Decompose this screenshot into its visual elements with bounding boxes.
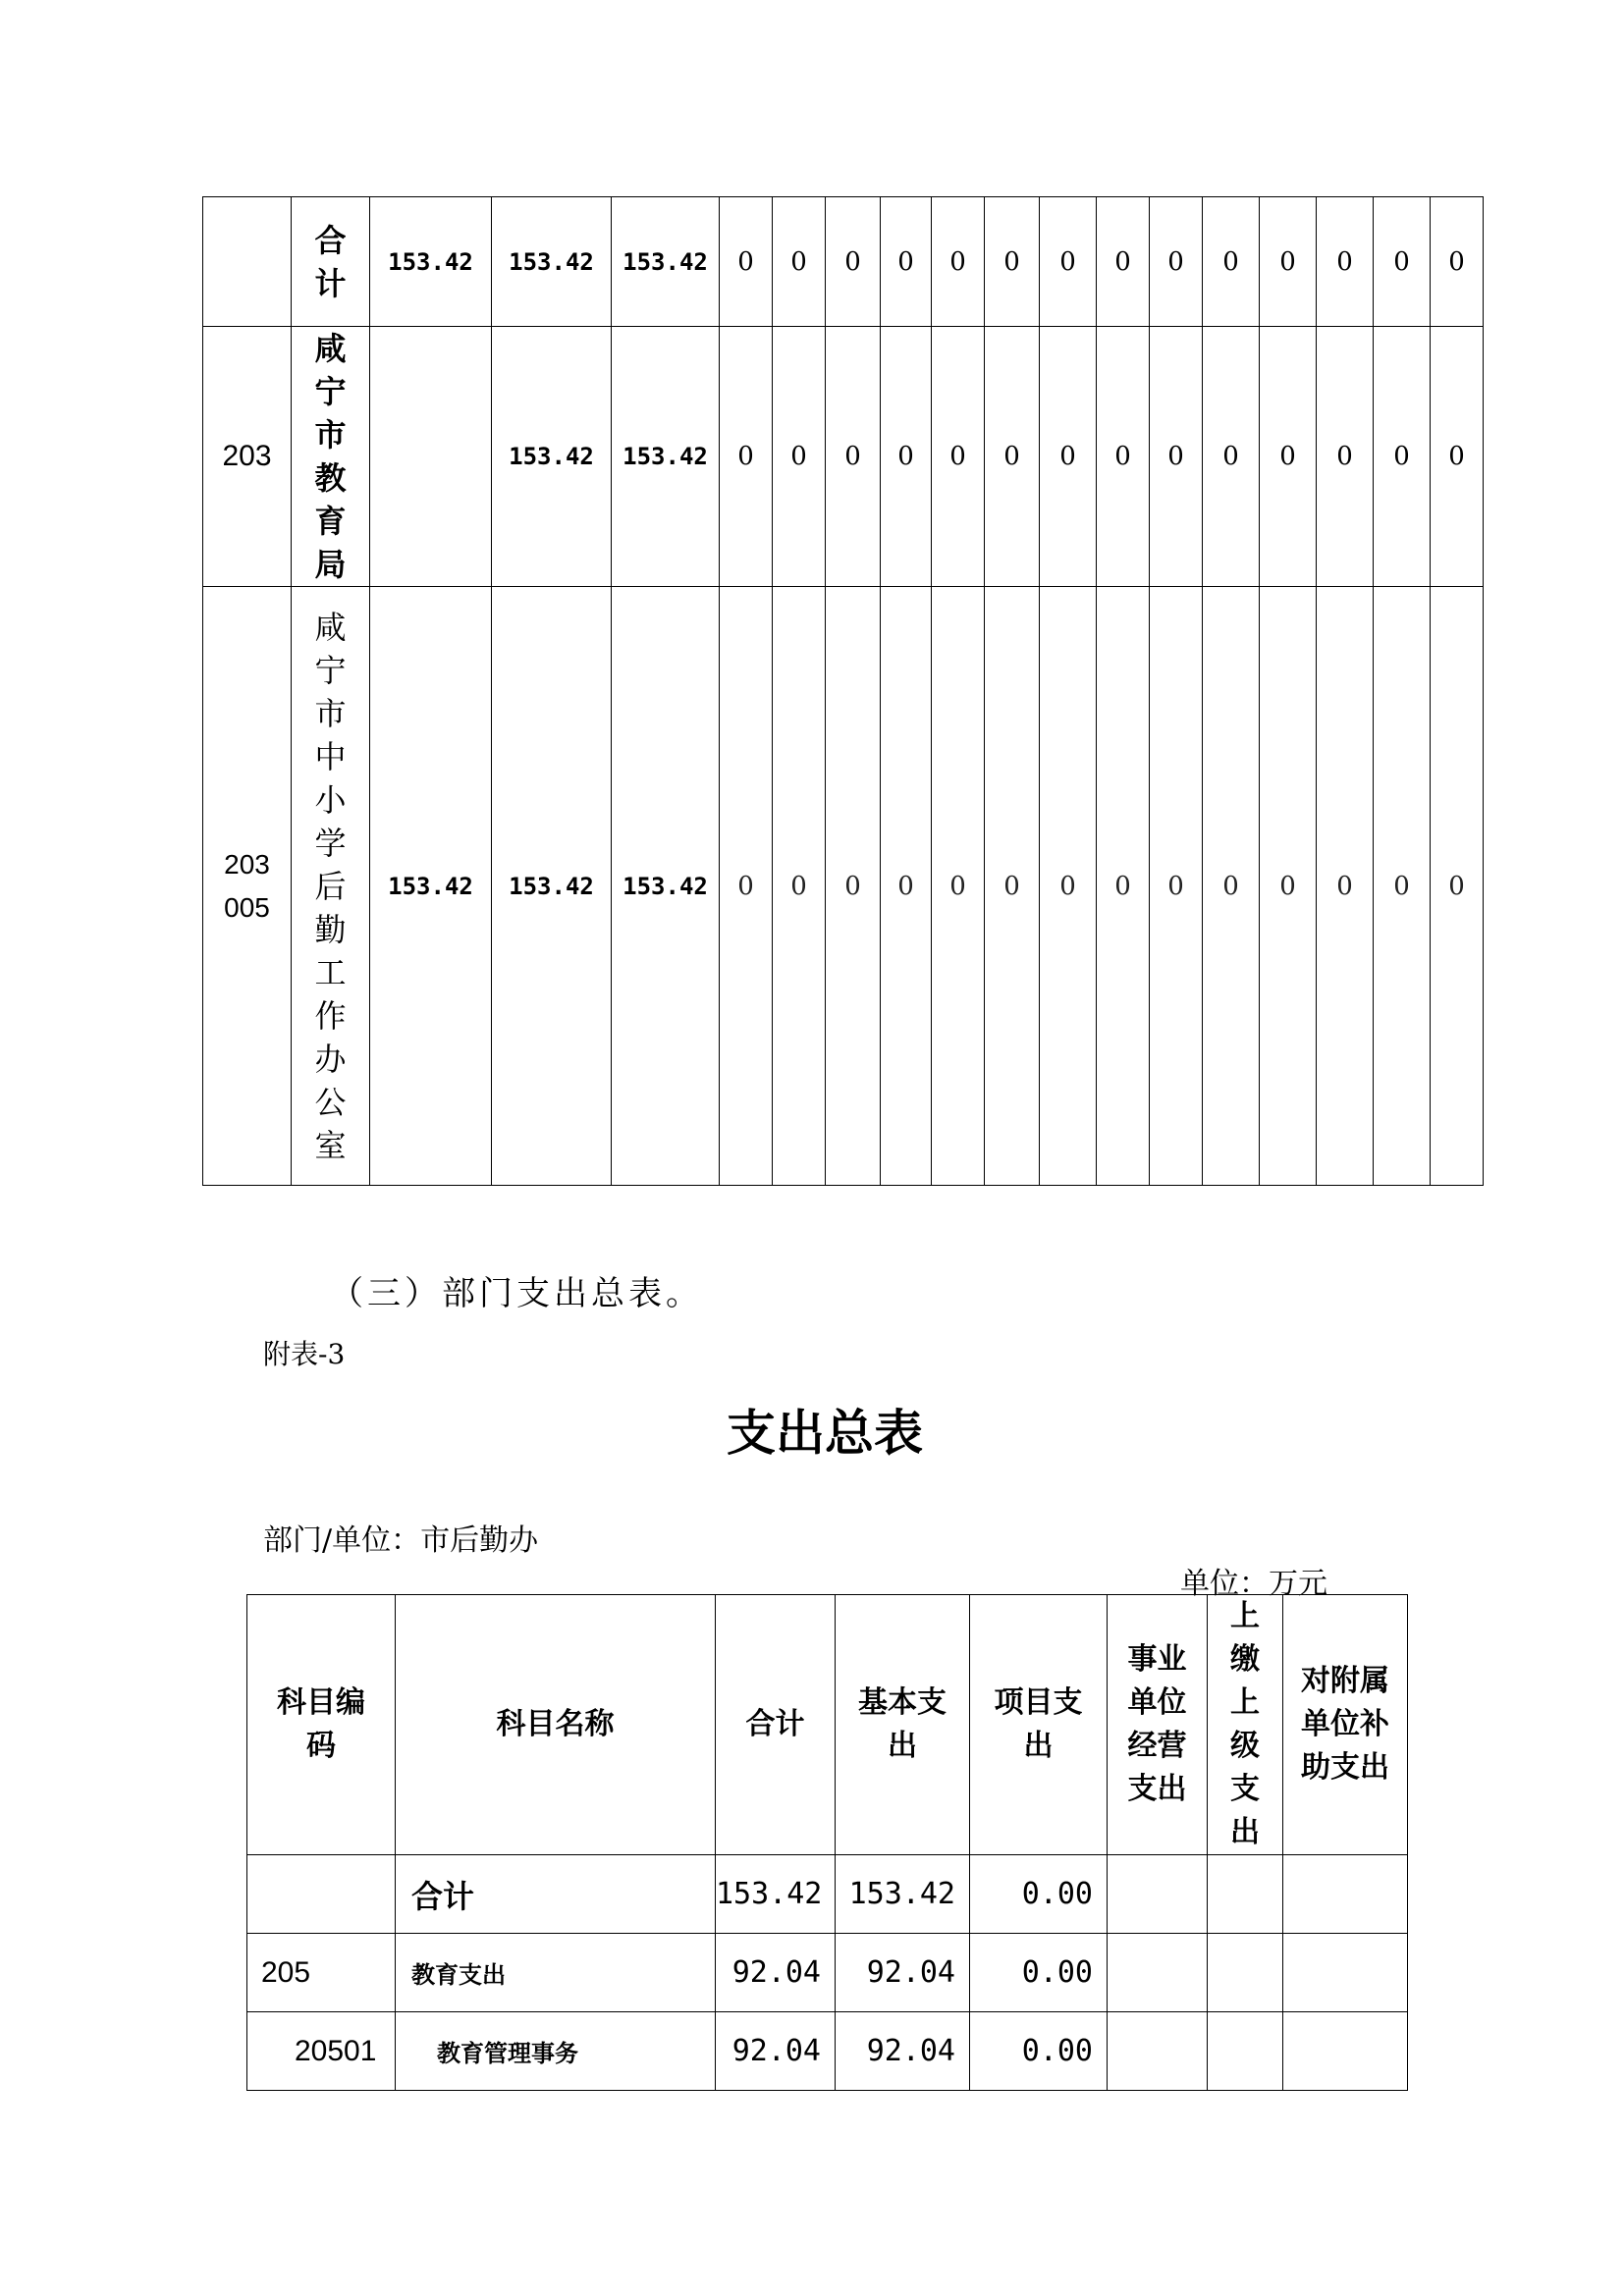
- value-cell: 153.42: [612, 197, 720, 327]
- empty-cell: [1208, 2012, 1283, 2091]
- value-cell: 0: [720, 587, 773, 1186]
- column-header: 对附属单位补助支出: [1283, 1595, 1408, 1855]
- section-heading: （三）部门支出总表。: [330, 1274, 703, 1313]
- value-cell: 0: [1260, 587, 1317, 1186]
- column-header: 合计: [716, 1595, 836, 1855]
- table-row: [247, 1934, 1408, 2012]
- column-header: 上缴上级支出: [1208, 1595, 1283, 1855]
- value-cell: 0: [1040, 197, 1097, 327]
- name-cell: 合计: [292, 197, 370, 327]
- empty-cell: [1283, 2012, 1408, 2091]
- value-cell: 0: [1431, 197, 1484, 327]
- value-cell: 0: [1097, 587, 1150, 1186]
- value-cell: 0: [1203, 587, 1260, 1186]
- value-cell: 153.42: [612, 327, 720, 587]
- column-header: 基本支出: [836, 1595, 970, 1855]
- value-cell: 0: [1203, 197, 1260, 327]
- value-cell: 0: [1317, 587, 1374, 1186]
- value-cell: 0: [881, 197, 932, 327]
- empty-cell: [1108, 2012, 1208, 2091]
- name-cell: 合计: [396, 1855, 716, 1934]
- total-cell: 92.04: [716, 2012, 836, 2091]
- code-cell: 20501: [247, 2012, 396, 2091]
- value-cell: 0: [1317, 197, 1374, 327]
- name-cell: 咸宁市中小学后勤工作办公室: [292, 587, 370, 1186]
- value-cell: 0: [1097, 327, 1150, 587]
- value-cell: 0: [1040, 587, 1097, 1186]
- value-cell: 0: [773, 327, 826, 587]
- value-cell: 153.42: [492, 197, 612, 327]
- value-cell: 0: [1203, 327, 1260, 587]
- project-cell: 0.00: [970, 1855, 1108, 1934]
- value-cell: 153.42: [492, 327, 612, 587]
- basic-cell: 92.04: [836, 2012, 970, 2091]
- department-label: 部门/单位：市后勤办: [263, 1523, 539, 1558]
- value-cell: 153.42: [370, 197, 492, 327]
- value-cell: 0: [932, 327, 985, 587]
- value-cell: 0: [1150, 197, 1203, 327]
- value-cell: 153.42: [492, 587, 612, 1186]
- table-row: [203, 327, 1484, 587]
- value-cell: 0: [1260, 197, 1317, 327]
- value-cell: 0: [1040, 327, 1097, 587]
- code-cell: [247, 1855, 396, 1934]
- column-header: 事业单位经营支出: [1108, 1595, 1208, 1855]
- code-cell: [203, 197, 292, 327]
- page-title: 支出总表: [727, 1404, 923, 1462]
- name-cell: 教育管理事务: [396, 2012, 716, 2091]
- value-cell: 153.42: [612, 587, 720, 1186]
- table-header-row: [247, 1595, 1408, 1855]
- total-cell: 92.04: [716, 1934, 836, 2012]
- code-cell: 203: [203, 327, 292, 587]
- column-header: 科目编码: [247, 1595, 396, 1855]
- value-cell: 0: [932, 197, 985, 327]
- value-cell: 0: [932, 587, 985, 1186]
- value-cell: 0: [881, 587, 932, 1186]
- value-cell: 0: [1431, 587, 1484, 1186]
- total-cell: 153.42: [716, 1855, 836, 1934]
- empty-cell: [1283, 1855, 1408, 1934]
- code-cell: 205: [247, 1934, 396, 2012]
- value-cell: 0: [985, 327, 1040, 587]
- empty-cell: [1108, 1855, 1208, 1934]
- value-cell: 0: [1097, 197, 1150, 327]
- empty-cell: [1108, 1934, 1208, 2012]
- unit-label: 单位：万元: [1180, 1567, 1327, 1601]
- table-row: [203, 587, 1484, 1186]
- name-cell: 教育支出: [396, 1934, 716, 2012]
- table-row: [247, 1855, 1408, 1934]
- basic-cell: 92.04: [836, 1934, 970, 2012]
- value-cell: 153.42: [370, 587, 492, 1186]
- value-cell: [370, 327, 492, 587]
- basic-cell: 153.42: [836, 1855, 970, 1934]
- code-cell: 203005: [203, 587, 292, 1186]
- value-cell: 0: [985, 587, 1040, 1186]
- value-cell: 0: [881, 327, 932, 587]
- column-header: 科目名称: [396, 1595, 716, 1855]
- annex-label: 附表-3: [263, 1338, 346, 1370]
- name-cell: 咸宁市教育局: [292, 327, 370, 587]
- value-cell: 0: [1374, 587, 1431, 1186]
- value-cell: 0: [773, 587, 826, 1186]
- value-cell: 0: [826, 197, 881, 327]
- project-cell: 0.00: [970, 1934, 1108, 2012]
- income-table-continuation: [202, 196, 1484, 1186]
- value-cell: 0: [1260, 327, 1317, 587]
- value-cell: 0: [1374, 327, 1431, 587]
- expense-summary-table: [246, 1594, 1408, 2091]
- value-cell: 0: [1317, 327, 1374, 587]
- empty-cell: [1208, 1934, 1283, 2012]
- table-row: [247, 2012, 1408, 2091]
- value-cell: 0: [720, 327, 773, 587]
- value-cell: 0: [773, 197, 826, 327]
- value-cell: 0: [826, 587, 881, 1186]
- value-cell: 0: [826, 327, 881, 587]
- value-cell: 0: [1431, 327, 1484, 587]
- value-cell: 0: [1150, 327, 1203, 587]
- value-cell: 0: [1150, 587, 1203, 1186]
- value-cell: 0: [985, 197, 1040, 327]
- project-cell: 0.00: [970, 2012, 1108, 2091]
- table-row: [203, 197, 1484, 327]
- column-header: 项目支出: [970, 1595, 1108, 1855]
- empty-cell: [1208, 1855, 1283, 1934]
- empty-cell: [1283, 1934, 1408, 2012]
- value-cell: 0: [720, 197, 773, 327]
- value-cell: 0: [1374, 197, 1431, 327]
